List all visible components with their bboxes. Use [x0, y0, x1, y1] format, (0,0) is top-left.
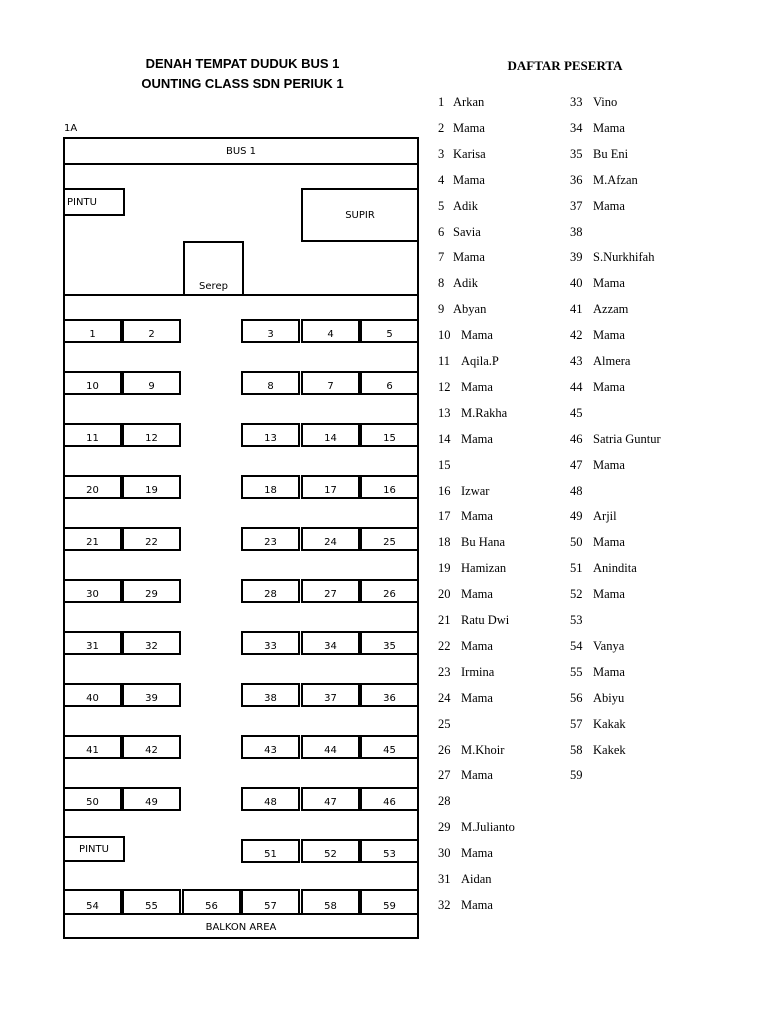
seat: 49: [122, 787, 181, 811]
participant-name: Abyan: [453, 302, 487, 317]
seat: 15: [360, 423, 419, 447]
participant-row: [438, 717, 461, 732]
participant-number: 53: [570, 613, 583, 627]
seat: 31: [63, 631, 122, 655]
participant-number: 14: [438, 431, 451, 446]
seat: 53: [360, 839, 419, 863]
participant-row: [438, 639, 493, 654]
participant-number: 51: [570, 561, 583, 576]
participant-number: 55: [570, 664, 583, 679]
back-row-seat: 55: [122, 889, 181, 915]
participant-name: Bu Hana: [461, 535, 506, 550]
participant-number: 13: [438, 405, 451, 420]
participant-number: 38: [570, 224, 583, 239]
back-row-seat: 59: [360, 889, 419, 915]
participant-row: [438, 458, 461, 473]
participant-number: 59: [570, 768, 583, 783]
participant-name: Azzam: [593, 302, 629, 317]
seat: 38: [241, 683, 300, 707]
participant-number: 24: [438, 690, 451, 705]
participant-number: 15: [438, 457, 451, 472]
seat: 9: [122, 371, 181, 395]
participant-name: Mama: [453, 120, 485, 135]
seat: 30: [63, 579, 122, 603]
participant-number: 29: [438, 820, 451, 835]
participant-name: Arjil: [593, 509, 617, 524]
participant-number: 56: [570, 690, 583, 705]
participant-number: 52: [570, 587, 583, 602]
participant-name: Aqila.P: [461, 354, 499, 368]
participant-name: Mama: [461, 328, 493, 343]
participant-row: [438, 561, 506, 576]
participant-name: Karisa: [453, 146, 486, 161]
seat: 48: [241, 787, 300, 811]
back-row-seat: 57: [241, 889, 300, 915]
participant-row: [570, 509, 617, 524]
participant-name: Mama: [461, 690, 493, 705]
seat: 17: [301, 475, 360, 499]
participant-number: 47: [570, 457, 583, 472]
participant-row: [438, 846, 493, 861]
seat: 47: [301, 787, 360, 811]
participant-name: Mama: [461, 587, 493, 602]
participant-number: 32: [438, 897, 451, 912]
seat: 28: [241, 579, 300, 603]
seat: 13: [241, 423, 300, 447]
seat: 42: [122, 735, 181, 759]
seat: 16: [360, 475, 419, 499]
participant-row: [438, 794, 461, 809]
participant-name: Mama: [593, 276, 625, 291]
seat: 20: [63, 475, 122, 499]
seat: 36: [360, 683, 419, 707]
participant-name: Savia: [453, 224, 481, 239]
front-door: [63, 188, 125, 216]
seat: 7: [301, 371, 360, 395]
participant-row: [438, 95, 484, 110]
participant-row: [570, 199, 625, 214]
front-door-label: PINTU: [67, 196, 97, 208]
participant-row: [438, 613, 509, 628]
seat: 37: [301, 683, 360, 707]
participant-number: 41: [570, 302, 583, 317]
participant-name: Hamizan: [461, 561, 507, 576]
participant-name: Mama: [461, 897, 493, 912]
participant-name: Satria Guntur: [593, 431, 661, 446]
participant-row: [438, 898, 493, 913]
balcony-area: BALKON AREA: [205, 921, 277, 933]
participant-list-title: DAFTAR PESERTA: [507, 58, 623, 73]
participant-name: Arkan: [453, 95, 485, 109]
participant-number: 58: [570, 742, 583, 757]
participant-number: 5: [438, 198, 445, 213]
seat: 35: [360, 631, 419, 655]
participant-number: 57: [570, 716, 583, 731]
participant-number: 36: [570, 172, 583, 187]
seat: 10: [63, 371, 122, 395]
bus-seat-map: [63, 137, 419, 939]
participant-row: [570, 613, 593, 628]
participant-name: Mama: [593, 328, 625, 343]
participant-row: [438, 328, 493, 343]
driver-label: SUPIR: [345, 209, 375, 221]
participant-number: 16: [438, 483, 451, 498]
seat: 26: [360, 579, 419, 603]
driver-box: [301, 188, 419, 242]
participant-name: Mama: [461, 509, 493, 524]
seat: 51: [241, 839, 300, 863]
participant-row: [438, 225, 481, 240]
participant-row: [570, 354, 630, 369]
participant-name: Mama: [593, 587, 625, 602]
participant-row: [570, 225, 593, 240]
participant-number: 33: [570, 95, 583, 109]
seat: 14: [301, 423, 360, 447]
participant-name: Irmina: [461, 664, 495, 679]
participant-name: Mama: [593, 664, 625, 679]
participant-row: [570, 587, 625, 602]
seat: 1: [63, 319, 122, 343]
participant-name: Bu Eni: [593, 146, 629, 161]
participant-row: [438, 484, 489, 499]
back-row-seat: 56: [182, 889, 241, 915]
participant-name: Vanya: [593, 638, 625, 653]
back-row-seat: 54: [63, 889, 122, 915]
seat: 23: [241, 527, 300, 551]
seat: 33: [241, 631, 300, 655]
participant-name: M.Afzan: [593, 172, 638, 187]
participant-number: 21: [438, 613, 451, 627]
seat: 44: [301, 735, 360, 759]
participant-row: [438, 665, 494, 680]
seat: 5: [360, 319, 419, 343]
seat: 2: [122, 319, 181, 343]
participant-name: Vino: [593, 95, 618, 109]
participant-name: Ratu Dwi: [461, 613, 510, 627]
participant-row: [570, 665, 625, 680]
participant-number: 25: [438, 716, 451, 731]
front-area-divider: [65, 294, 417, 296]
seat: 18: [241, 475, 300, 499]
participant-row: [570, 276, 625, 291]
seat: 21: [63, 527, 122, 551]
participant-number: 34: [570, 120, 583, 135]
participant-number: 46: [570, 431, 583, 446]
participant-row: [438, 354, 499, 369]
seat: 22: [122, 527, 181, 551]
participant-row: [438, 768, 493, 783]
participant-row: [570, 484, 593, 499]
participant-row: [438, 691, 493, 706]
participant-row: [570, 302, 628, 317]
participant-number: 10: [438, 328, 451, 343]
participant-name: Mama: [593, 379, 625, 394]
participant-name: Adik: [453, 276, 478, 291]
seat: 24: [301, 527, 360, 551]
participant-number: 31: [438, 872, 451, 886]
back-row-seat: 58: [301, 889, 360, 915]
participant-number: 49: [570, 509, 583, 524]
participant-number: 11: [438, 354, 451, 368]
participant-row: [438, 199, 478, 214]
participant-row: [570, 561, 637, 576]
seat: 39: [122, 683, 181, 707]
seat: 11: [63, 423, 122, 447]
participant-number: 26: [438, 742, 451, 757]
participant-name: S.Nurkhifah: [593, 250, 655, 265]
participant-name: Kakek: [593, 742, 626, 757]
spare-box: [183, 241, 244, 296]
participant-row: [570, 768, 593, 783]
participant-name: Mama: [453, 250, 485, 265]
seat: 52: [301, 839, 360, 863]
participant-name: Kakak: [593, 716, 626, 731]
participant-number: 4: [438, 172, 445, 187]
participant-row: [438, 121, 485, 136]
participant-row: [570, 328, 625, 343]
seat: 8: [241, 371, 300, 395]
participant-row: [570, 691, 624, 706]
seat: 12: [122, 423, 181, 447]
seat: 41: [63, 735, 122, 759]
seat: 50: [63, 787, 122, 811]
participant-name: Aidan: [461, 872, 492, 886]
participant-number: 1: [438, 95, 445, 109]
participant-row: [438, 820, 515, 835]
header-divider: [65, 163, 417, 165]
participant-number: 44: [570, 379, 583, 394]
participant-number: 22: [438, 638, 451, 653]
participant-name: Adik: [453, 198, 478, 213]
participant-number: 50: [570, 535, 583, 550]
seat: 46: [360, 787, 419, 811]
participant-number: 27: [438, 768, 451, 783]
participant-row: [570, 121, 625, 136]
seat: 6: [360, 371, 419, 395]
participant-number: 8: [438, 276, 445, 291]
participant-row: [438, 743, 504, 758]
seat: 40: [63, 683, 122, 707]
seat: 27: [301, 579, 360, 603]
seat: 4: [301, 319, 360, 343]
participant-row: [438, 509, 493, 524]
participant-row: [438, 147, 486, 162]
seating-subtitle: OUNTING CLASS SDN PERIUK 1: [141, 76, 344, 91]
participant-row: [570, 458, 625, 473]
participant-name: M.Khoir: [461, 742, 505, 757]
spare-label: Serep: [199, 281, 228, 292]
participant-row: [570, 639, 624, 654]
participant-number: 12: [438, 379, 451, 394]
participant-name: Mama: [461, 638, 493, 653]
participant-number: 7: [438, 250, 445, 265]
seat: 19: [122, 475, 181, 499]
participant-number: 17: [438, 509, 451, 524]
participant-number: 48: [570, 483, 583, 498]
participant-number: 6: [438, 224, 445, 239]
participant-name: Mama: [461, 431, 493, 446]
participant-row: [438, 406, 507, 421]
participant-row: [570, 250, 654, 265]
bus-name: BUS 1: [225, 145, 257, 157]
participant-number: 30: [438, 846, 451, 861]
participant-row: [570, 432, 661, 447]
participant-number: 18: [438, 535, 451, 550]
participant-name: Mama: [461, 846, 493, 861]
participant-name: Mama: [593, 198, 625, 213]
rear-door: [63, 836, 125, 862]
participant-name: Mama: [593, 535, 625, 550]
participant-name: M.Rakha: [461, 405, 508, 420]
participant-number: 45: [570, 405, 583, 420]
seat: 45: [360, 735, 419, 759]
participant-name: Mama: [593, 457, 625, 472]
participant-row: [438, 872, 492, 887]
participant-row: [570, 406, 593, 421]
bus-corner-label: 1A: [64, 123, 78, 134]
participant-row: [570, 173, 638, 188]
participant-name: Abiyu: [593, 690, 625, 705]
participant-row: [438, 302, 486, 317]
participant-number: 9: [438, 302, 445, 317]
seat: 32: [122, 631, 181, 655]
participant-row: [438, 587, 493, 602]
participant-row: [570, 535, 625, 550]
participant-number: 35: [570, 146, 583, 161]
participant-row: [438, 173, 485, 188]
rear-door-label: PINTU: [79, 843, 109, 855]
participant-number: 37: [570, 198, 583, 213]
participant-number: 43: [570, 354, 583, 368]
participant-row: [570, 95, 617, 110]
participant-row: [570, 743, 626, 758]
seat: 34: [301, 631, 360, 655]
participant-name: M.Julianto: [461, 820, 515, 835]
participant-number: 39: [570, 250, 583, 265]
participant-row: [438, 432, 493, 447]
seat: 3: [241, 319, 300, 343]
participant-row: [438, 250, 485, 265]
participant-row: [570, 717, 626, 732]
seat: 29: [122, 579, 181, 603]
participant-row: [438, 535, 505, 550]
seating-title: DENAH TEMPAT DUDUK BUS 1: [145, 56, 340, 71]
participant-number: 19: [438, 561, 451, 576]
participant-row: [570, 380, 625, 395]
participant-name: Mama: [461, 768, 493, 783]
participant-number: 20: [438, 587, 451, 602]
participant-number: 2: [438, 120, 445, 135]
participant-number: 40: [570, 276, 583, 291]
participant-number: 23: [438, 664, 451, 679]
participant-name: Mama: [453, 172, 485, 187]
participant-name: Mama: [593, 120, 625, 135]
participant-row: [438, 380, 493, 395]
participant-name: Mama: [461, 379, 493, 394]
participant-name: Anindita: [593, 561, 637, 576]
participant-row: [570, 147, 628, 162]
participant-name: Izwar: [461, 483, 490, 498]
participant-number: 54: [570, 638, 583, 653]
participant-number: 28: [438, 794, 451, 809]
participant-number: 3: [438, 146, 445, 161]
participant-number: 42: [570, 328, 583, 343]
participant-name: Almera: [593, 354, 631, 368]
seat: 43: [241, 735, 300, 759]
seat: 25: [360, 527, 419, 551]
participant-row: [438, 276, 478, 291]
